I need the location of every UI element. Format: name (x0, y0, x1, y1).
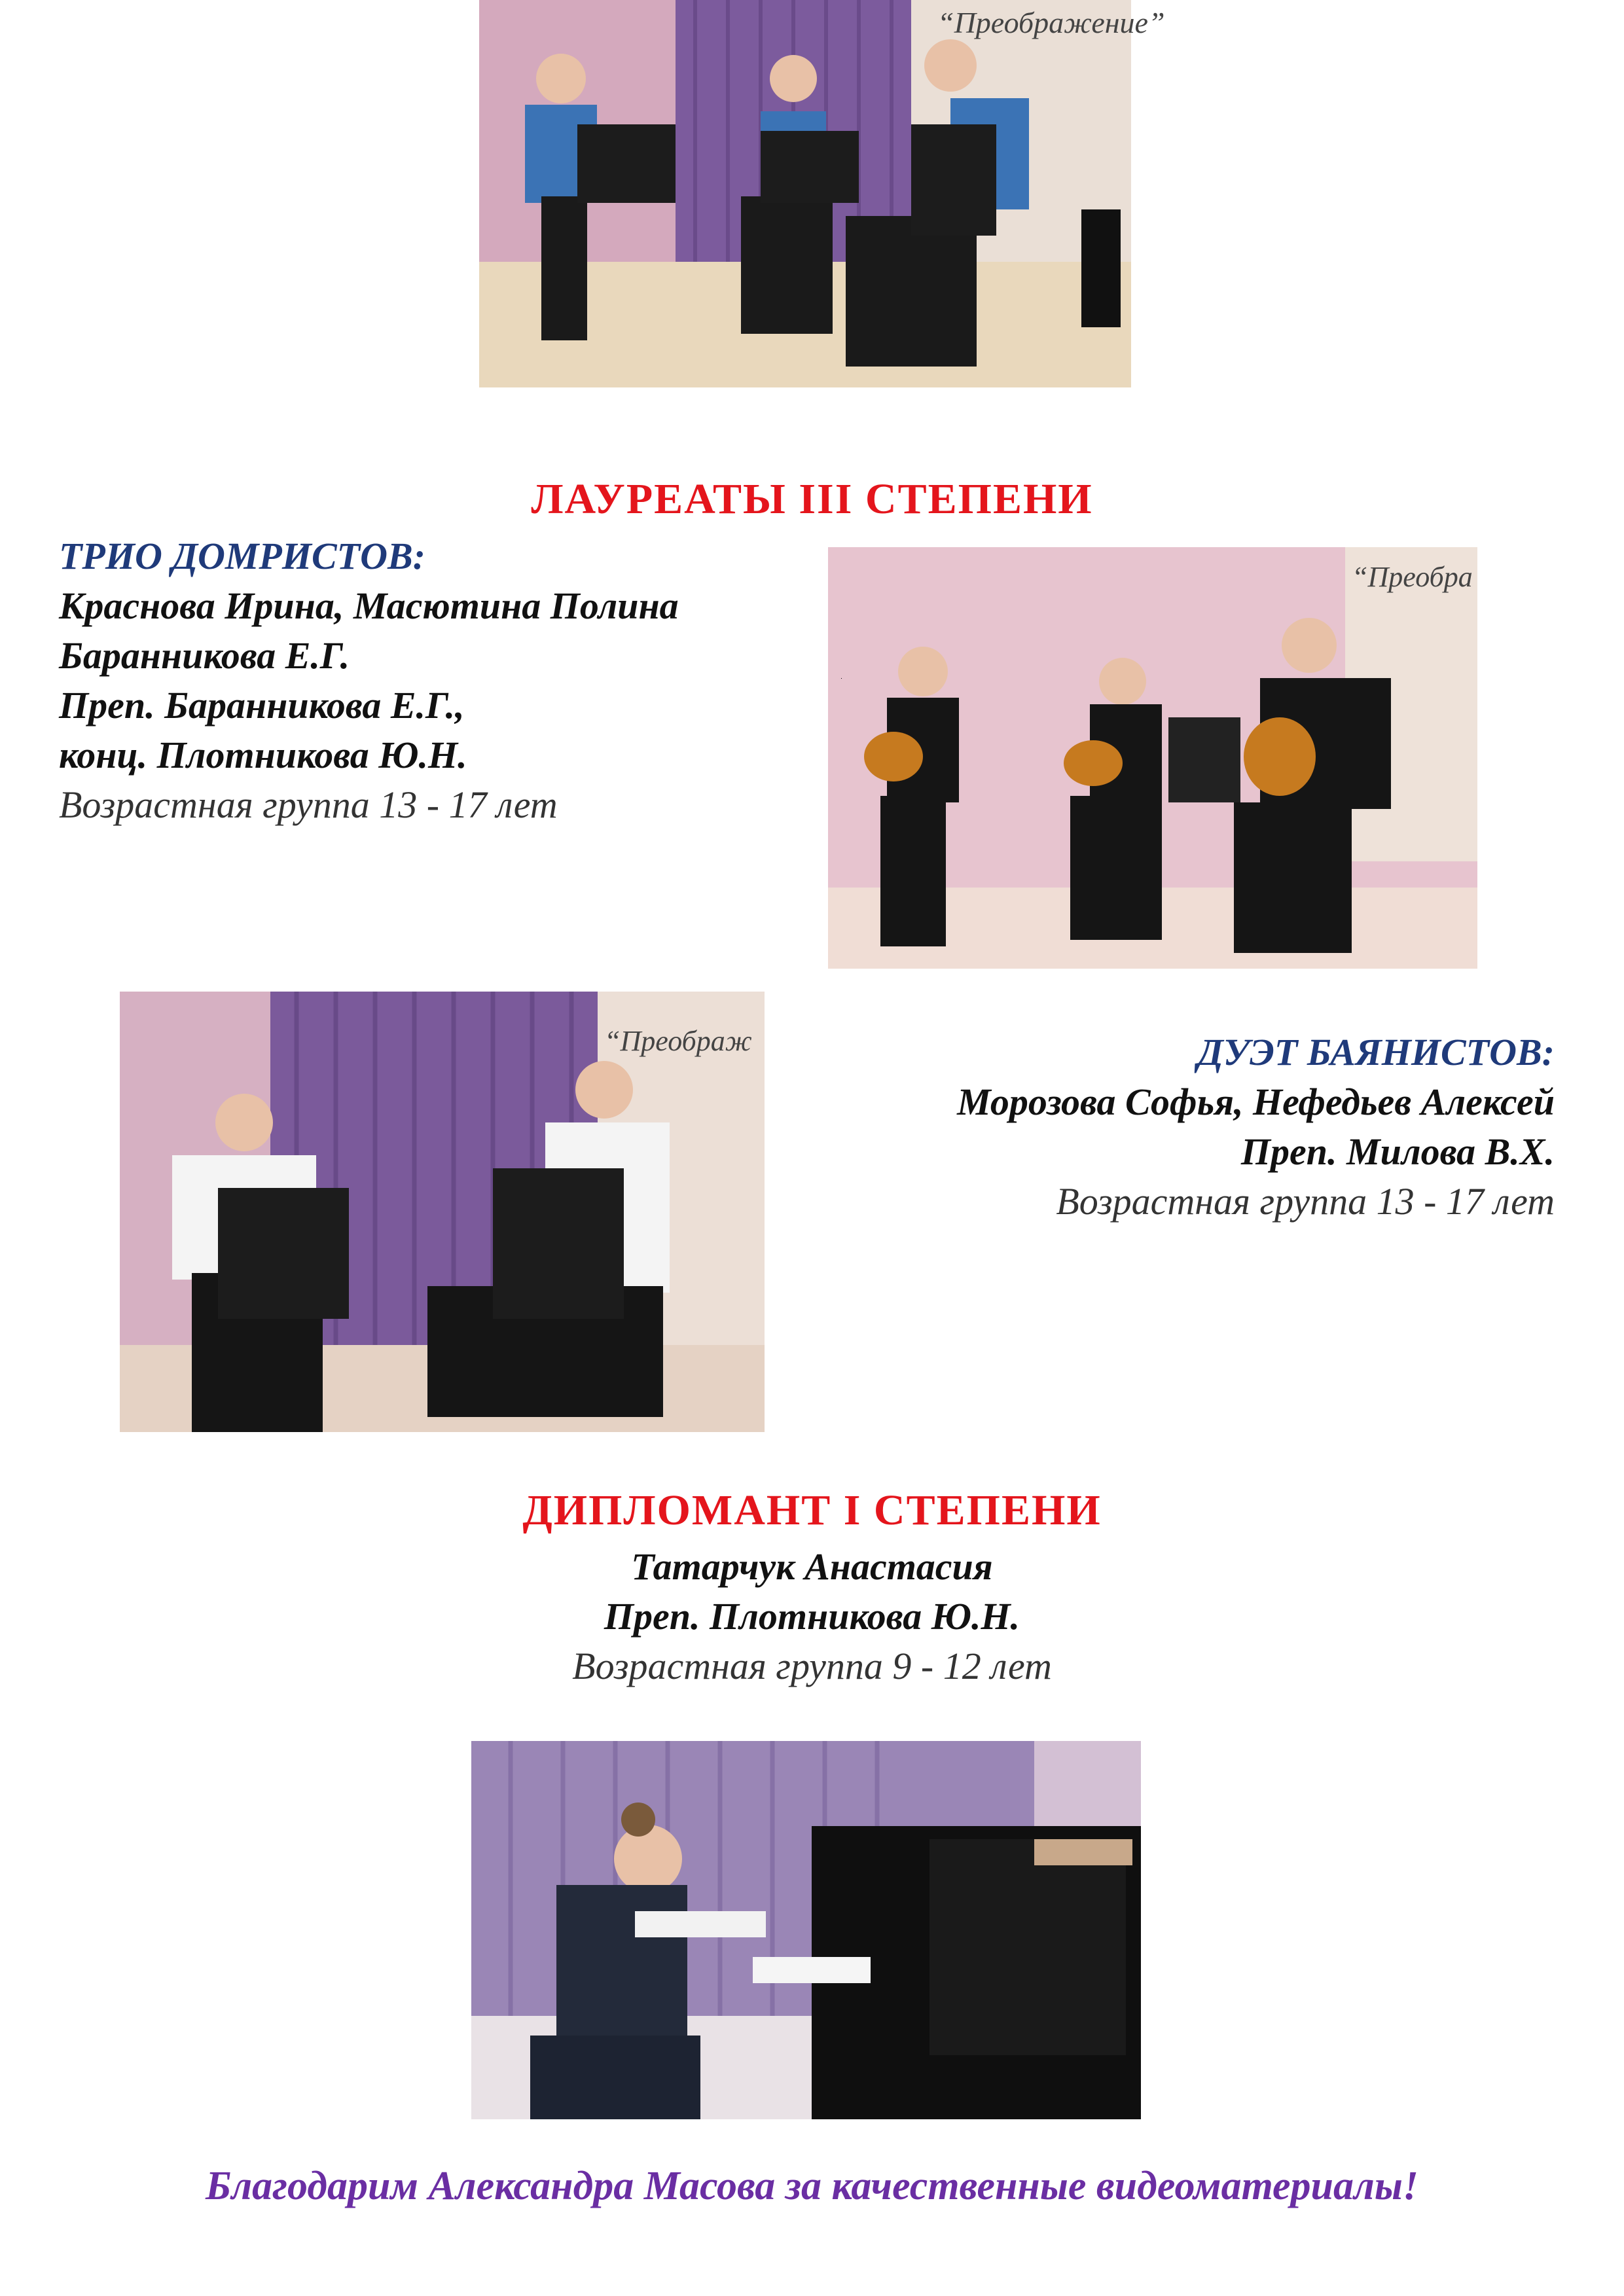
trio-accompanist: конц. Плотникова Ю.Н. (59, 734, 467, 776)
duet-info (818, 1028, 1555, 1227)
diploma-heading: ДИПЛОМАНТ I СТЕПЕНИ (522, 1486, 1102, 1534)
banner-text: “Преображ (604, 1025, 752, 1057)
diploma-info (0, 1542, 1624, 1691)
trio-teacher: Преп. Баранникова Е.Г., (59, 684, 465, 726)
duet-teacher: Преп. Милова В.Х. (1240, 1130, 1555, 1173)
duet-title: ДУЭТ БАЯНИСТОВ: (1197, 1031, 1555, 1073)
piano-photo (471, 1741, 1141, 2119)
diploma-name: Татарчук Анастасия (631, 1545, 993, 1588)
trio-title: ТРИО ДОМРИСТОВ: (59, 535, 425, 577)
trio-info (59, 531, 679, 830)
thanks-footer: Благодарим Александра Масова за качественные видеоматериалы! (205, 2164, 1419, 2208)
banner-text: “Преобра (1352, 561, 1473, 593)
duet-age-group: Возрастная группа 13 - 17 лет (1056, 1180, 1555, 1223)
trio-names: Краснова Ирина, Масютина Полина (59, 584, 679, 627)
domra-trio-photo (828, 547, 1477, 969)
bayan-duet-photo (120, 992, 765, 1432)
banner-text: “Преображение” (937, 6, 1165, 39)
trio-age-group: Возрастная группа 13 - 17 лет (59, 783, 558, 826)
duet-names: Морозова Софья, Нефедьев Алексей (957, 1081, 1555, 1123)
diploma-age-group: Возрастная группа 9 - 12 лет (572, 1645, 1052, 1687)
trio-names-2: Баранникова Е.Г. (59, 634, 350, 677)
laureate-heading: ЛАУРЕАТЫ III СТЕПЕНИ (531, 475, 1093, 523)
diploma-teacher: Преп. Плотникова Ю.Н. (604, 1595, 1020, 1638)
accordion-trio-photo (479, 0, 1165, 387)
